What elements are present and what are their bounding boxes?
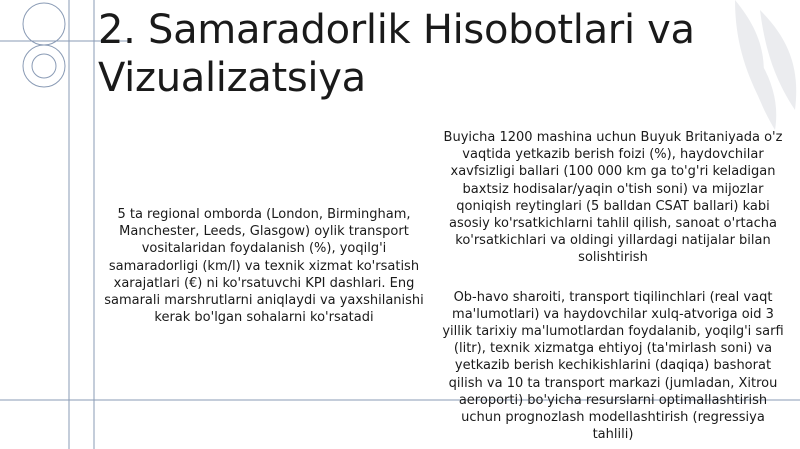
slide-title: 2. Samaradorlik Hisobotlari va Vizualizatsiya [98,7,695,101]
right-text-block [440,129,786,443]
deco-circle-inner [32,54,56,78]
right-paragraph-2: Ob-havo sharoiti, transport tiqilinchlari (real vaqt ma'lumotlari) va haydovchilar xulq-atvoriga oid 3 yillik tarixiy ma'lumotlardan foydalanib, yoqilg'i sarfi (litr), texnik xizmatga ehtiyoj (ta'mirlash soni) va yetkazib berish kechikishlarini (daqiqa) bashorat qilish va 10 ta transport markazi (jumladan, Xitrou aeroporti) bo'yicha resurslarni optimallashtirish uchun prognozlash modellashtirish (regressiya tahlili) [442,289,784,443]
right-paragraph-1: Buyicha 1200 mashina uchun Buyuk Britaniyada o'z vaqtida yetkazib berish foizi (%), haydovchilar xavfsizligi ballari (100 000 km ga to'g'ri keladigan baxtsiz hodisalar/yaqin o'tish soni) va mijozlar qoniqish reytinglari (5 balldan CSAT ballari) kabi asosiy ko'rsatkichlarni tahlil qilish, sanoat o'rtacha ko'rsatkichlari va oldingi yillardagi natijalar bilan solishtirish [443,130,783,266]
left-paragraph: 5 ta regional omborda (London, Birmingham, Manchester, Leeds, Glasgow) oylik transport vositalaridan foydalanish (%), yoqilg'i samaradorligi (km/l) va texnik xizmat ko'rsatish xarajatlari (€) ni ko'rsatuvchi KPI dashlari. Eng samarali marshrutlarni aniqlaydi va yaxshilanishi kerak bo'lgan sohalarni ko'rsatadi [104,207,424,326]
deco-circle-middle [23,45,65,87]
deco-circle-top [23,3,65,45]
left-text-block [104,206,424,326]
